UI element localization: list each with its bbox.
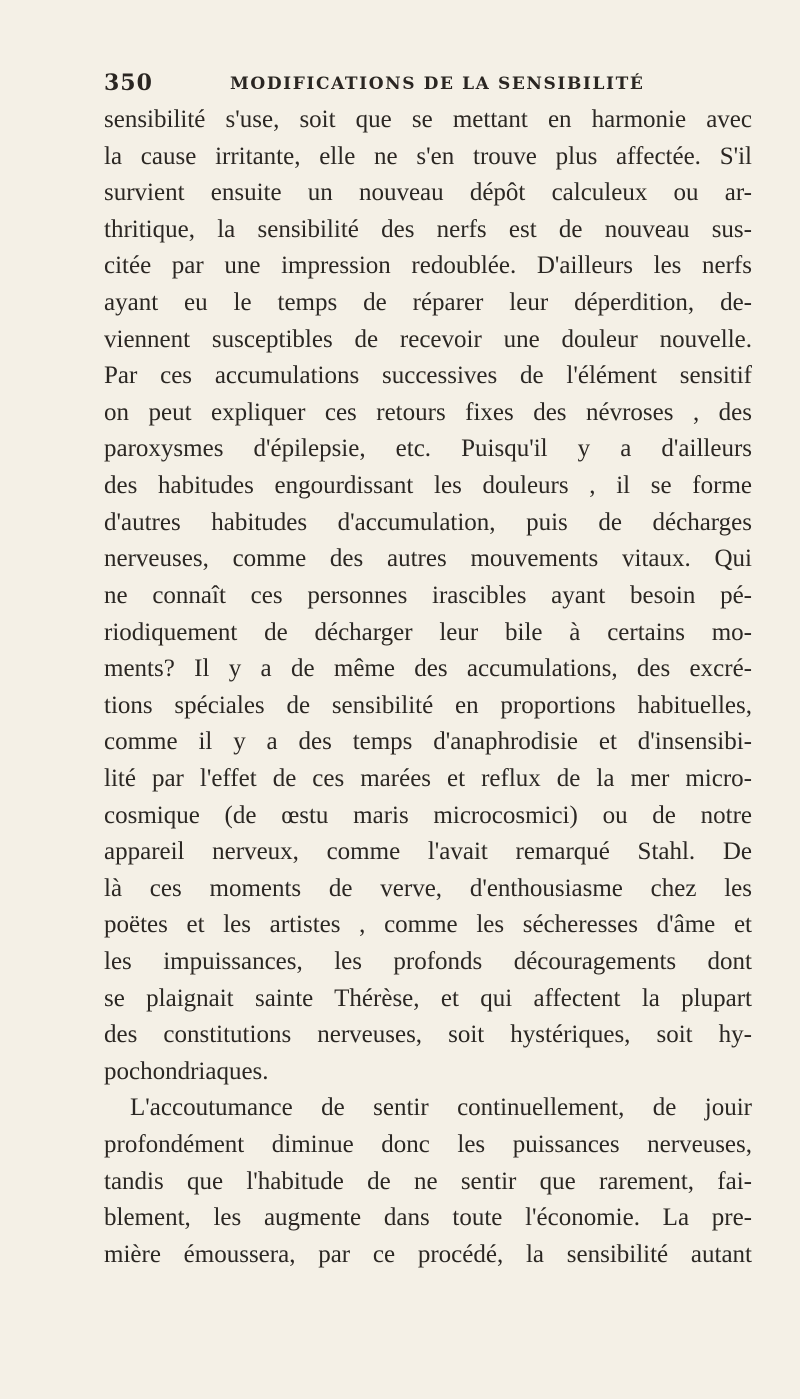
running-head: MODIFICATIONS DE LA SENSIBILITÉ bbox=[230, 74, 645, 94]
page-number: 350 bbox=[104, 70, 153, 96]
text-line: des habitudes engourdissant les douleurs , il se forme bbox=[104, 472, 752, 500]
text-line: profondément diminue donc les puissances nerveuses, bbox=[104, 1131, 752, 1159]
text-line: poëtes et les artistes , comme les sécheresses d'âme et bbox=[104, 911, 752, 939]
text-line: blement, les augmente dans toute l'économie. La pre- bbox=[104, 1204, 752, 1232]
text-line: sensibilité s'use, soit que se mettant en harmonie avec bbox=[104, 106, 752, 133]
text-line: tandis que l'habitude de ne sentir que rarement, fai- bbox=[104, 1167, 752, 1195]
text-line: mière émoussera, par ce procédé, la sensibilité autant bbox=[104, 1240, 752, 1268]
paragraph-start-line: L'accoutumance de sentir continuellement, de jouir bbox=[130, 1094, 752, 1122]
text-line: Par ces accumulations successives de l'élément sensitif bbox=[104, 362, 752, 390]
text-line: comme il y a des temps d'anaphrodisie et d'insensibi- bbox=[104, 728, 752, 756]
text-line: la cause irritante, elle ne s'en trouve plus affectée. S'il bbox=[104, 142, 752, 170]
body-text bbox=[104, 102, 752, 1274]
text-line: lité par l'effet de ces marées et reflux de la mer micro- bbox=[104, 764, 752, 792]
text-line: là ces moments de verve, d'enthousiasme chez les bbox=[104, 874, 752, 902]
text-line: appareil nerveux, comme l'avait remarqué Stahl. De bbox=[104, 838, 752, 866]
text-line: citée par une impression redoublée. D'ailleurs les nerfs bbox=[104, 252, 752, 280]
text-line: les impuissances, les profonds découragements dont bbox=[104, 948, 752, 976]
text-line: ne connaît ces personnes irascibles ayant besoin pé- bbox=[104, 581, 752, 609]
text-line: viennent susceptibles de recevoir une douleur nouvelle. bbox=[104, 325, 752, 353]
paragraph-end-line: pochondriaques. bbox=[104, 1057, 269, 1085]
text-line: cosmique (de œstu maris microcosmici) ou de notre bbox=[104, 801, 752, 829]
text-line: survient ensuite un nouveau dépôt calculeux ou ar- bbox=[104, 179, 752, 207]
text-line: se plaignait sainte Thérèse, et qui affectent la plupart bbox=[104, 984, 752, 1012]
page-header bbox=[104, 70, 744, 102]
text-line: paroxysmes d'épilepsie, etc. Puisqu'il y a d'ailleurs bbox=[104, 435, 752, 463]
text-line: ayant eu le temps de réparer leur déperdition, de- bbox=[104, 289, 752, 317]
text-line: on peut expliquer ces retours fixes des névroses , des bbox=[104, 398, 752, 426]
text-line: nerveuses, comme des autres mouvements vitaux. Qui bbox=[104, 545, 752, 573]
text-line: ments? Il y a de même des accumulations, des excré- bbox=[104, 655, 752, 683]
text-line: tions spéciales de sensibilité en proportions habituelles, bbox=[104, 691, 752, 719]
text-line: riodiquement de décharger leur bile à certains mo- bbox=[104, 618, 752, 646]
text-line: d'autres habitudes d'accumulation, puis de décharges bbox=[104, 508, 752, 536]
text-line: thritique, la sensibilité des nerfs est de nouveau sus- bbox=[104, 215, 752, 243]
text-line: des constitutions nerveuses, soit hystériques, soit hy- bbox=[104, 1021, 752, 1049]
